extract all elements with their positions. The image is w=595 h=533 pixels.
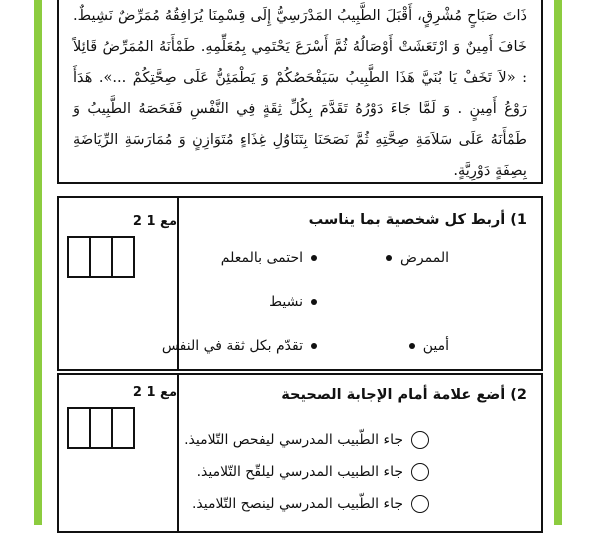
answer-option-label: جاء الطّبيب المدرسي لينصح التّلاميذ. [191,496,403,512]
exercise-1-score [67,214,177,284]
match-left-label: الممرض [400,250,449,266]
answer-option[interactable] [184,431,429,449]
match-right-label: نشيط [269,294,303,310]
score-box[interactable] [89,236,113,278]
exercise-2-score [67,385,177,455]
exercise-2-score-boxes[interactable] [67,407,133,449]
score-box[interactable] [67,236,91,278]
exercise-1-box [57,196,543,371]
answer-radio[interactable] [411,431,429,449]
match-dot[interactable] [311,255,317,261]
match-left-label: أمين [422,338,449,354]
match-left-item[interactable] [401,338,449,354]
answer-option-label: جاء الطّبيب المدرسي ليفحص التّلاميذ. [184,432,403,448]
answer-option[interactable] [197,463,429,481]
answer-radio[interactable] [411,495,429,513]
answer-radio[interactable] [411,463,429,481]
exercise-2-title: 2) أضع علامة أمام الإجابة الصحيحة [281,387,527,403]
exercise-2-score-label: مع 1 2 [132,385,177,400]
answer-option[interactable] [192,495,429,513]
match-dot[interactable] [386,255,392,261]
match-right-item[interactable] [221,250,325,266]
match-dot[interactable] [409,343,415,349]
match-right-label: تقدّم بكل ثقة في النفس [161,338,303,354]
exercise-1-score-label: مع 1 2 [132,214,177,229]
match-dot[interactable] [311,299,317,305]
reading-passage-text: ذَاتَ صَبَاحٍ مُشْرِقٍ، أَقْبَلَ الطَّبِيبُ المَدْرَسِيُّ إِلَى قِسْمِنَا يُرَافِقُهُ مُمَرِّضٌ نَشِيطٌ. خَافَ أَمِينٌ وَ ارْتَعَشَتْ أَوْصَالُهُ ثُمَّ أَسْرَعَ يَحْتَمِي بِمُعَلِّمِهِ. طَمْأَنَهُ المُمَرِّضُ قَائِلاً : «لاَ تَخَفْ يَا بُنَيَّ هَذَا الطَّبِيبُ سَيَفْحَصُكُمْ وَ يَطْمَئِنُّ عَلَى صِحَّتِكُمْ ...». هَدَأَ رَوْعُ أَمِينٍ . وَ لَمَّا جَاءَ دَوْرُهُ تَقَدَّمَ بِكُلِّ ثِقَةٍ فِي النَّفْسِ فَفَحَصَهُ الطَّبِيبُ وَ طَمْأَنَهُ عَلَى سَلاَمَةِ صِحَّتِهِ ثُمَّ نَصَحَنَا بِتَنَاوُلِ غِذَاءٍ مُتَوَازِنٍ وَ مُمَارَسَةِ الرِّيَاضَةِ بِصِفَةٍ دَوْرِيَّةٍ. [73,7,527,179]
answer-option-label: جاء الطبيب المدرسي ليلقّح التّلاميذ. [196,464,403,480]
exercise-2-box [57,373,543,533]
score-box[interactable] [89,407,113,449]
reading-passage-box [57,0,543,184]
match-right-item[interactable] [269,294,325,310]
score-box[interactable] [67,407,91,449]
score-divider [177,375,179,531]
page-border-left [34,0,42,525]
score-box[interactable] [111,407,135,449]
page-border-right [554,0,562,525]
exercise-1-score-boxes[interactable] [67,236,133,278]
match-right-item[interactable] [162,338,325,354]
score-box[interactable] [111,236,135,278]
match-left-item[interactable] [378,250,449,266]
match-dot[interactable] [311,343,317,349]
exercise-1-title: 1) أربط كل شخصية بما يناسب [308,212,527,228]
match-right-label: احتمى بالمعلم [220,250,303,266]
